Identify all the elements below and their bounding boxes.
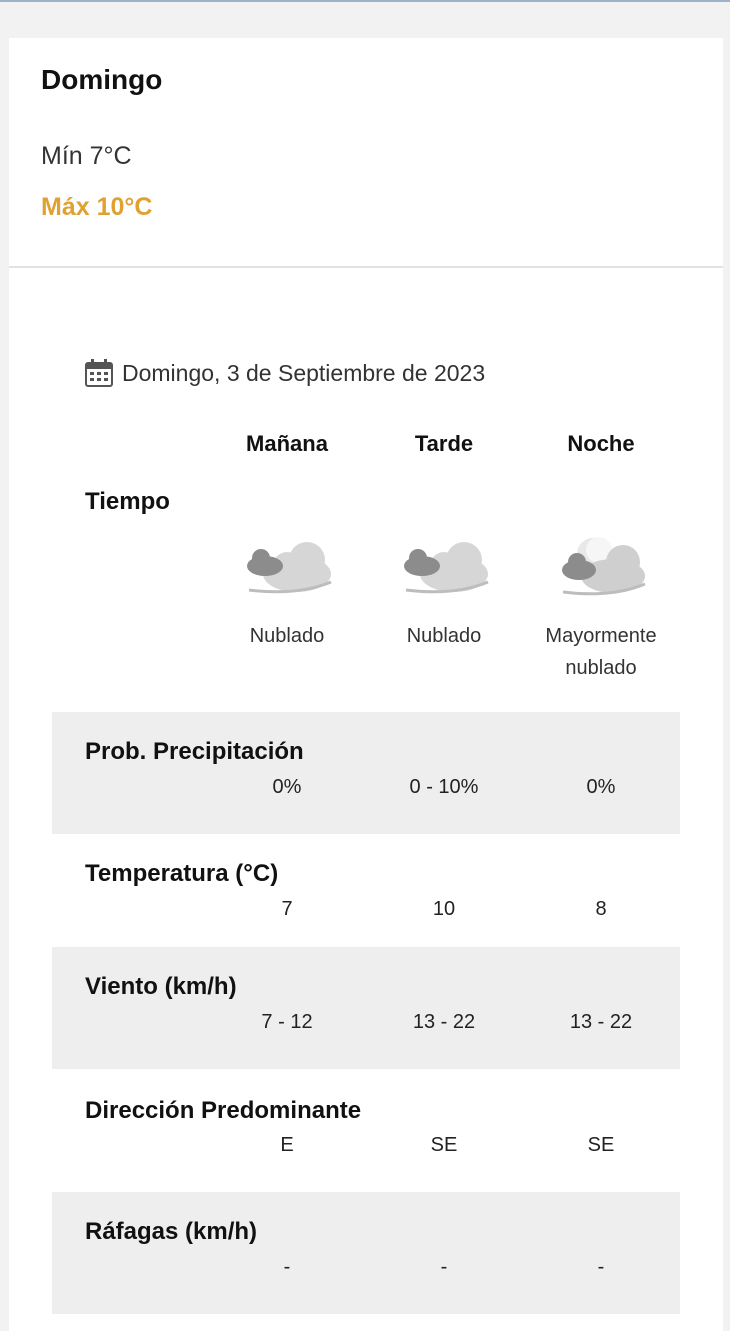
weather-label: Tiempo <box>85 488 170 515</box>
mostly-cloudy-night-icon <box>551 536 651 600</box>
condition-night: Mayormente nublado <box>545 625 657 679</box>
row-direction <box>52 1069 680 1192</box>
value-afternoon: SE <box>430 1134 458 1156</box>
calendar-icon <box>84 358 114 388</box>
period-afternoon: Tarde <box>414 431 474 456</box>
row-label: Temperatura (°C) <box>85 860 279 887</box>
cloudy-icon <box>394 536 494 600</box>
period-morning: Mañana <box>246 431 328 456</box>
date-row <box>84 358 485 388</box>
value-morning: 7 <box>281 898 293 920</box>
value-morning: - <box>283 1256 291 1278</box>
top-divider <box>0 0 730 2</box>
forecast-card <box>9 38 723 1331</box>
value-night: SE <box>587 1134 615 1156</box>
value-afternoon: 10 <box>432 898 456 920</box>
row-label: Prob. Precipitación <box>85 738 304 765</box>
value-night: - <box>597 1256 605 1278</box>
value-night: 13 - 22 <box>569 1011 633 1033</box>
day-summary <box>9 38 723 268</box>
day-title: Domingo <box>41 64 163 95</box>
value-afternoon: 0 - 10% <box>409 776 479 798</box>
row-precipitation <box>52 712 680 834</box>
row-label: Viento (km/h) <box>85 973 237 1000</box>
cloudy-icon <box>237 536 337 600</box>
row-temperature <box>52 834 680 947</box>
forecast-date: Domingo, 3 de Septiembre de 2023 <box>122 359 486 386</box>
row-wind <box>52 947 680 1069</box>
condition-morning: Nublado <box>249 625 325 647</box>
row-gusts <box>52 1192 680 1314</box>
row-label: Dirección Predominante <box>85 1097 362 1124</box>
period-night: Noche <box>567 431 635 456</box>
value-night: 0% <box>586 776 616 798</box>
max-temp: Máx 10°C <box>41 193 153 221</box>
condition-afternoon: Nublado <box>406 625 482 647</box>
value-afternoon: 13 - 22 <box>412 1011 476 1033</box>
value-morning: 7 - 12 <box>261 1011 313 1033</box>
value-morning: E <box>280 1134 294 1156</box>
min-temp: Mín 7°C <box>41 142 132 170</box>
value-night: 8 <box>595 898 607 920</box>
row-label: Ráfagas (km/h) <box>85 1218 258 1245</box>
value-morning: 0% <box>272 776 302 798</box>
value-afternoon: - <box>440 1256 448 1278</box>
